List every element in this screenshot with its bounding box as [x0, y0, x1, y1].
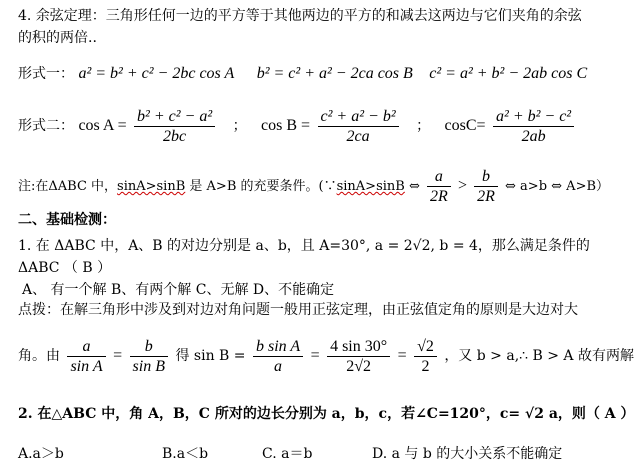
separator-1: ；	[232, 118, 247, 134]
note-prefix: 注:在ΔABC 中，	[18, 179, 118, 194]
hint-line-2: 角。由 $\frac{a}{\text{sin A}}$ = $\frac{b}{\text{sin B}}$ 得 sin B = $\frac{\text{b sin A}}{a}$ = $\frac{4 \sin 30^\circ}{2√2}$ = $\frac{√2}{2}$ ，又 b > a,∴ B > A 故有两解	[18, 337, 634, 375]
hint-fraction-1	[67, 337, 105, 376]
note-fraction-b-num: b	[474, 167, 498, 187]
hint-fraction-1-num: a	[67, 337, 105, 357]
hint-fraction-5-num: √2	[414, 337, 437, 357]
question-2-option-a: A.a＞b	[18, 446, 64, 462]
note-fraction-a-num: a	[427, 167, 451, 187]
cos-c-denominator: 2ab	[521, 127, 546, 145]
hint-tail: ，又 b > a,∴ B > A 故有两解	[444, 348, 634, 364]
hint-equals: =	[113, 347, 123, 364]
cos-c-numerator: a² + b² − c²	[493, 107, 574, 127]
question-2-option-c: C. a＝b	[262, 446, 313, 462]
hint-fraction-2-num: b	[130, 337, 168, 357]
hint-fraction-5	[414, 337, 437, 376]
question-1-options: A、 有一个解 B、有两个解 C、无解 D、不能确定	[22, 282, 335, 298]
hint-fraction-3-den: a	[274, 357, 283, 375]
form-one	[18, 64, 587, 84]
hint-fraction-4-den: 2√2	[346, 357, 371, 375]
hint-fraction-5-den: 2	[421, 357, 430, 375]
note-mid: 是 A>B 的充要条件。(∵	[185, 179, 337, 194]
hint-fraction-2-den: sin B	[132, 357, 165, 375]
form-one-eq-a: a² = b² + c² − 2bc cos A	[78, 65, 235, 82]
form-two-label: 形式二：	[18, 118, 74, 134]
separator-2: ；	[416, 118, 431, 134]
hint-get: 得 sin B =	[175, 348, 246, 364]
cos-b-fraction	[318, 107, 399, 146]
hint-line-1: 点拨：在解三角形中涉及到对边对角问题一般用正弦定理，由正弦值定角的原则是大边对大	[18, 302, 578, 318]
note-fraction-b-den: 2R	[477, 188, 495, 205]
theorem-line-2: 的积的两倍..	[18, 30, 97, 46]
hint-fraction-2	[130, 337, 168, 376]
cos-b-lhs: cos B =	[261, 117, 311, 134]
cos-a-denominator: 2bc	[163, 127, 187, 145]
question-1-text: 1. 在 ΔABC 中，A、B 的对边分别是 a、b，且 A=30°, a = 2√2, b = 4，那么满足条件的	[18, 238, 590, 254]
cos-b-denominator: 2ca	[346, 127, 370, 145]
hint-fraction-3-num: b sin A	[253, 337, 303, 357]
cos-a-fraction	[134, 107, 215, 146]
note-arrow: ⇔	[404, 179, 425, 194]
form-one-eq-b: b² = c² + a² − 2ca cos B	[256, 65, 413, 82]
note-fraction-b	[474, 167, 498, 206]
hint-fraction-3	[253, 337, 303, 376]
cos-c-fraction	[493, 107, 574, 146]
form-one-label: 形式一：	[18, 66, 74, 82]
cos-b-numerator: c² + a² − b²	[318, 107, 399, 127]
note-tail: ⇔ a>b ⇔ A>B）	[505, 179, 610, 194]
cos-c-lhs: cosC=	[444, 117, 486, 134]
question-1-line-2: ΔABC （ B ）	[18, 260, 112, 276]
cos-a-numerator: b² + c² − a²	[134, 107, 215, 127]
question-2-option-b: B.a＜b	[162, 446, 209, 462]
note-line	[18, 164, 609, 209]
note-fraction-a-den: 2R	[430, 188, 448, 205]
cos-a-lhs: cos A =	[78, 117, 127, 134]
question-2-text: 2. 在△ABC 中，角 A，B，C 所对的边长分别为 a，b，c，若∠C=120°，c= √2 a，则（ A ）	[18, 406, 635, 422]
theorem-line-1: 4. 余弦定理：三角形任何一边的平方等于其他两边的平方的和减去这两边与它们夹角的余弦	[18, 8, 582, 24]
hint-fraction-4-num: 4 sin 30°	[327, 337, 390, 357]
hint-fraction-4	[327, 337, 390, 376]
note-underlined-2: sinA>sinB	[336, 179, 405, 194]
note-underlined-1: sinA>sinB	[117, 179, 186, 194]
form-two	[18, 104, 577, 148]
form-one-eq-c: c² = a² + b² − 2ab cos C	[429, 65, 588, 82]
hint-fraction-1-den: sin A	[70, 357, 103, 375]
note-fraction-a	[427, 167, 451, 206]
question-2-option-d: D. a 与 b 的大小关系不能确定	[372, 446, 563, 462]
section-title: 二、基础检测：	[18, 212, 116, 228]
hint-prefix: 角。由	[18, 348, 60, 364]
note-gt: >	[457, 177, 467, 194]
